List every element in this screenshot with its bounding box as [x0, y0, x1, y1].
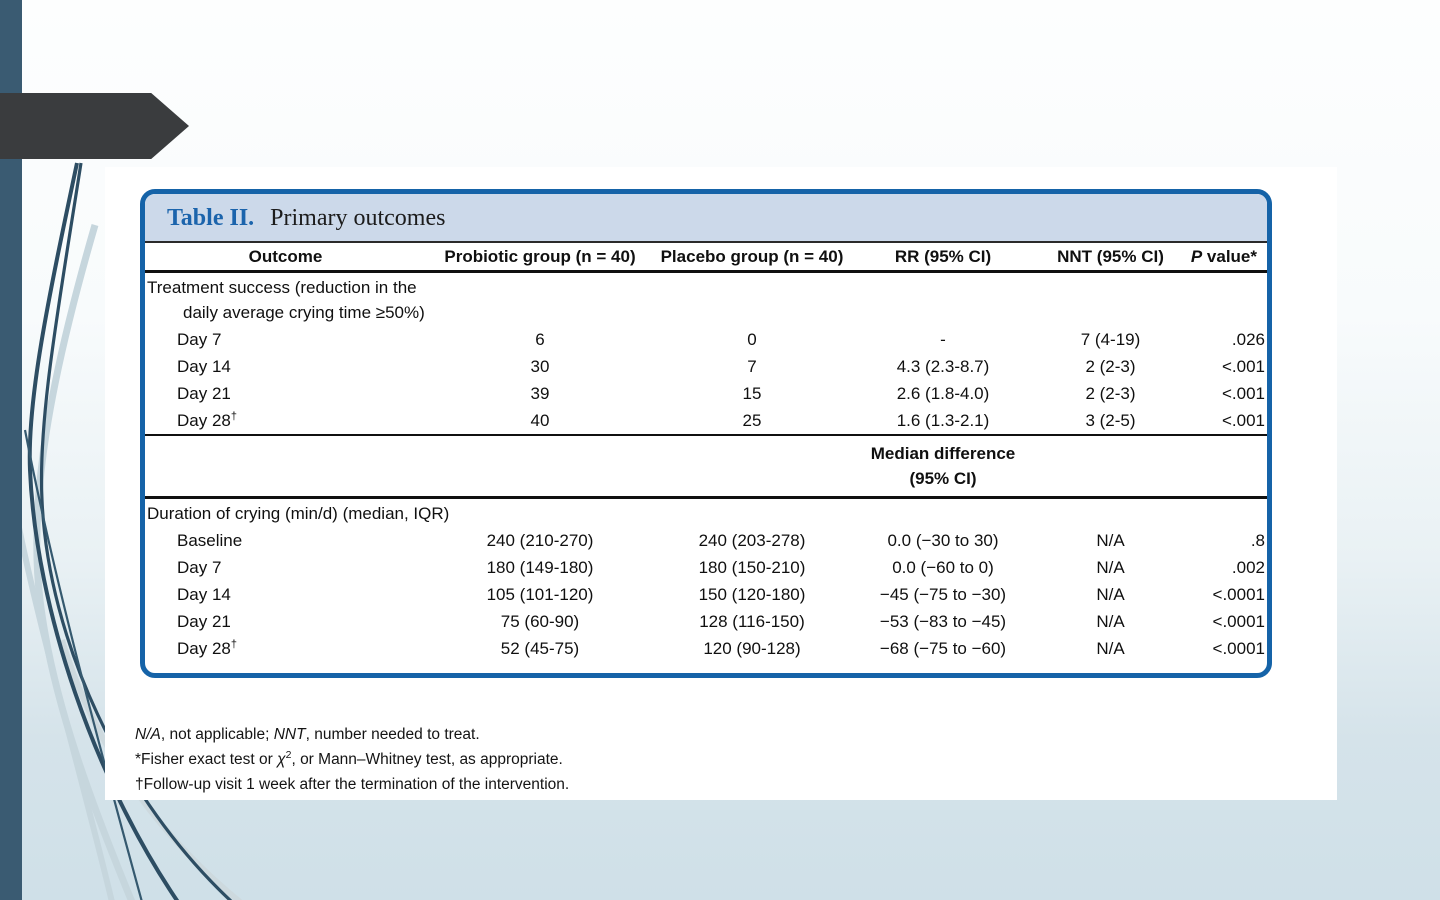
median-difference-header: Median difference (95% CI) — [850, 435, 1036, 498]
cell-p: <.0001 — [1212, 585, 1265, 604]
cell-rr: 4.3 (2.3-8.7) — [896, 357, 990, 376]
col-placebo: Placebo group (n = 40) — [654, 243, 850, 272]
cell-placebo: 0 — [747, 330, 757, 349]
table-row — [145, 608, 1267, 635]
row-label: Day 14 — [177, 585, 231, 604]
row-label: Day 28† — [177, 638, 237, 658]
cell-nnt: N/A — [1096, 558, 1125, 577]
cell-nnt: 2 (2-3) — [1085, 384, 1136, 403]
col-outcome: Outcome — [145, 243, 426, 272]
cell-placebo: 25 — [742, 411, 762, 430]
table-row — [145, 380, 1267, 407]
col-nnt: NNT (95% CI) — [1036, 243, 1185, 272]
cell-probiotic: 180 (149-180) — [486, 558, 594, 577]
table-row — [145, 635, 1267, 673]
cell-placebo: 180 (150-210) — [698, 558, 806, 577]
cell-placebo: 120 (90-128) — [703, 639, 801, 658]
table-row — [145, 581, 1267, 608]
cell-nnt: 2 (2-3) — [1085, 357, 1136, 376]
cell-placebo: 15 — [742, 384, 762, 403]
row-label: Day 28† — [177, 410, 237, 430]
cell-probiotic: 52 (45-75) — [500, 639, 580, 658]
cell-nnt: N/A — [1096, 585, 1125, 604]
table-row — [145, 554, 1267, 581]
group-label-treatment-success: Treatment success (reduction in the daily average crying time ≥50%) — [147, 278, 425, 322]
cell-probiotic: 39 — [530, 384, 550, 403]
cell-p: <.001 — [1221, 411, 1265, 430]
cell-nnt: N/A — [1096, 531, 1125, 550]
cell-probiotic: 40 — [530, 411, 550, 430]
table-row — [145, 353, 1267, 380]
cell-median-diff: −53 (−83 to −45) — [879, 612, 1007, 631]
col-probiotic: Probiotic group (n = 40) — [426, 243, 654, 272]
group-label-row — [145, 498, 1267, 528]
cell-nnt: 7 (4-19) — [1080, 330, 1141, 349]
cell-probiotic: 30 — [530, 357, 550, 376]
row-label: Day 7 — [177, 558, 222, 577]
footnote-statistical-tests: *Fisher exact test or χ$^2$, or Mann–Whitney test, as appropriate. — [135, 749, 563, 769]
row-label: Day 7 — [177, 330, 222, 349]
cell-p: <.0001 — [1212, 639, 1265, 658]
cell-probiotic: 240 (210-270) — [486, 531, 594, 550]
group-label-row — [145, 272, 1267, 327]
footnote-abbreviations: N/A, not applicable; NNT, number needed to treat. — [135, 726, 480, 743]
cell-p: <.001 — [1221, 357, 1265, 376]
cell-p: <.001 — [1221, 384, 1265, 403]
cell-placebo: 128 (116-150) — [699, 612, 805, 631]
table-title-bar — [145, 194, 1267, 243]
row-label: Day 21 — [177, 612, 231, 631]
cell-median-diff: −68 (−75 to −60) — [879, 639, 1007, 658]
cell-median-diff: −45 (−75 to −30) — [879, 585, 1007, 604]
primary-outcomes-table — [145, 243, 1267, 673]
table-row — [145, 407, 1267, 435]
cell-nnt: N/A — [1096, 639, 1125, 658]
table-row — [145, 527, 1267, 554]
cell-p: .8 — [1250, 531, 1265, 550]
cell-probiotic: 105 (101-120) — [486, 585, 594, 604]
journal-table — [140, 189, 1272, 678]
footnote-followup: †Follow-up visit 1 week after the termination of the intervention. — [135, 776, 570, 794]
cell-probiotic: 6 — [535, 330, 545, 349]
col-p-value: P value* — [1185, 243, 1267, 272]
cell-nnt: 3 (2-5) — [1085, 411, 1136, 430]
cell-placebo: 240 (203-278) — [698, 531, 806, 550]
row-label: Day 14 — [177, 357, 231, 376]
col-rr: RR (95% CI) — [850, 243, 1036, 272]
cell-p: <.0001 — [1212, 612, 1265, 631]
table-footnotes — [135, 723, 569, 798]
cell-rr: 1.6 (1.3-2.1) — [896, 411, 990, 430]
row-label: Day 21 — [177, 384, 231, 403]
cell-nnt: N/A — [1096, 612, 1125, 631]
table-row — [145, 326, 1267, 353]
cell-rr: - — [940, 330, 946, 349]
cell-median-diff: 0.0 (−60 to 0) — [892, 558, 994, 577]
cell-placebo: 7 — [747, 357, 757, 376]
table-title: Primary outcomes — [270, 205, 446, 231]
arrow-banner-shape — [0, 93, 189, 159]
cell-placebo: 150 (120-180) — [698, 585, 806, 604]
row-label: Baseline — [177, 531, 243, 550]
cell-p: .026 — [1231, 330, 1265, 349]
median-difference-header-row — [145, 435, 1267, 498]
cell-median-diff: 0.0 (−30 to 30) — [887, 531, 999, 550]
table-number: Table II. — [167, 205, 255, 231]
column-header-row — [145, 243, 1267, 272]
table-image-panel — [105, 167, 1337, 800]
cell-p: .002 — [1231, 558, 1265, 577]
group-label-duration-of-crying: Duration of crying (min/d) (median, IQR) — [147, 504, 450, 523]
cell-rr: 2.6 (1.8-4.0) — [896, 384, 990, 403]
cell-probiotic: 75 (60-90) — [500, 612, 580, 631]
